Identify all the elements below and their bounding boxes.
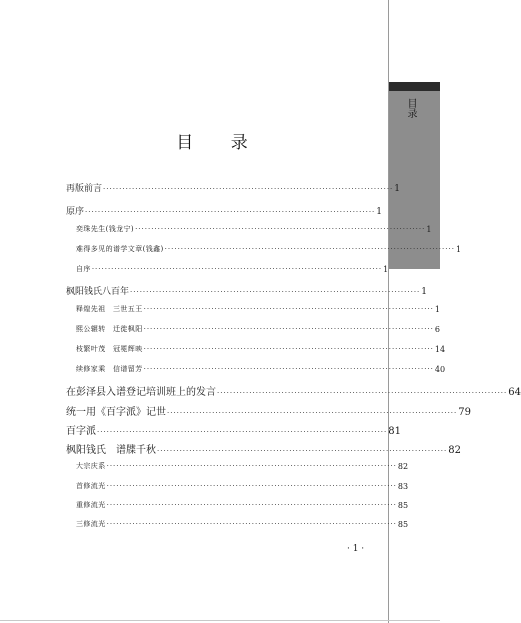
toc-entry[interactable]	[66, 284, 428, 297]
toc-entry[interactable]	[76, 324, 440, 334]
toc-entry-title: 大宗庆系	[76, 462, 106, 470]
toc-leader: ··························································································	[143, 345, 434, 353]
toc-entry[interactable]	[76, 481, 409, 491]
page-number: · 1 ·	[347, 544, 365, 554]
toc-entry[interactable]	[76, 344, 446, 354]
toc-entry-page: 40	[434, 365, 446, 374]
toc-leader: ··························································································	[157, 447, 448, 455]
toc-entry-title: 续修家乘 信谱留芳	[76, 365, 143, 373]
toc-entry-page: 1	[421, 287, 428, 297]
toc-entry[interactable]	[66, 403, 471, 418]
toc-entry-page: 82	[448, 445, 461, 456]
toc-entry[interactable]	[66, 383, 521, 398]
toc-entry-title: 百字派	[66, 426, 96, 437]
toc-entry[interactable]	[66, 181, 401, 194]
toc-leader: ··························································································	[85, 208, 376, 216]
toc-entry-page: 1	[383, 265, 389, 274]
toc-entry-title: 释煌先祖 三世五王	[76, 305, 143, 313]
toc-leader: ··························································································	[167, 409, 458, 417]
toc-entry-page: 83	[397, 482, 409, 491]
toc-entry-page: 85	[397, 520, 409, 529]
page-bottom-line	[0, 620, 440, 621]
toc-leader: ··························································································	[106, 482, 397, 490]
toc-entry[interactable]	[66, 441, 461, 456]
toc-entry-title: 三修流光	[76, 520, 106, 528]
toc-entry[interactable]	[76, 244, 462, 254]
toc-entry-page: 1	[434, 305, 440, 314]
toc-entry[interactable]	[76, 500, 409, 510]
toc-entry[interactable]	[76, 224, 432, 234]
toc-entry[interactable]	[76, 264, 389, 274]
toc-entry-title: 枫阳钱氏 谱牒千秋	[66, 445, 156, 456]
toc-entry-page: 82	[397, 462, 409, 471]
toc-entry[interactable]	[76, 461, 409, 471]
toc-entry-page: 85	[397, 501, 409, 510]
toc-leader: ··························································································	[106, 501, 397, 509]
toc-leader: ··························································································	[91, 265, 383, 273]
toc-leader: ··························································································	[106, 462, 397, 470]
toc-leader: ··························································································	[130, 288, 421, 296]
toc-entry-title: 重修流光	[76, 501, 106, 509]
toc-entry-title: 难得多见的谱学文章(钱鑫)	[76, 245, 164, 253]
toc-entry-page: 1	[394, 184, 401, 194]
toc-entry-title: 统一用《百字派》记世	[66, 407, 166, 418]
toc-entry[interactable]	[76, 364, 446, 374]
toc-leader: ··························································································	[97, 428, 388, 436]
toc-entry-page: 79	[458, 407, 471, 418]
toc-leader: ··························································································	[217, 389, 508, 397]
toc-entry-page: 81	[388, 426, 401, 437]
toc-entry-title: 奕珠先生(钱龙宁)	[76, 225, 135, 233]
toc-leader: ··························································································	[143, 305, 434, 313]
toc-entry-page: 64	[508, 387, 521, 398]
toc-leader: ··························································································	[143, 325, 434, 333]
toc-leader: ··························································································	[143, 365, 434, 373]
toc-entry-title: 自序	[76, 265, 91, 273]
toc-leader: ··························································································	[164, 245, 455, 253]
toc-entry-title: 熙公辗转 迁徙枫阳	[76, 325, 143, 333]
toc-leader: ··························································································	[135, 225, 426, 233]
section-tab-bar	[389, 82, 440, 91]
toc-entry-title: 枝繁叶茂 冠冕辉映	[76, 345, 143, 353]
page-title: 目 录	[176, 133, 264, 153]
toc-leader: ··························································································	[106, 520, 397, 528]
toc-entry[interactable]	[66, 204, 383, 217]
toc-entry-title: 原序	[66, 207, 85, 217]
toc-entry[interactable]	[76, 304, 440, 314]
toc-entry-page: 1	[376, 207, 383, 217]
section-tab-label: 目录	[405, 98, 416, 118]
toc-entry-page: 6	[434, 325, 440, 334]
toc-entry[interactable]	[66, 422, 401, 437]
toc-entry-page: 1	[455, 245, 462, 254]
toc-entry-title: 首修流光	[76, 482, 106, 490]
toc-entry-title: 再版前言	[66, 184, 103, 194]
toc-entry-page: 1	[426, 225, 432, 234]
toc-entry[interactable]	[76, 519, 409, 529]
toc-entry-title: 在彭泽县入谱登记培训班上的发言	[66, 387, 216, 398]
toc-leader: ··························································································	[103, 185, 394, 193]
toc-entry-page: 14	[434, 345, 446, 354]
toc-entry-title: 枫阳钱氏八百年	[66, 287, 130, 297]
